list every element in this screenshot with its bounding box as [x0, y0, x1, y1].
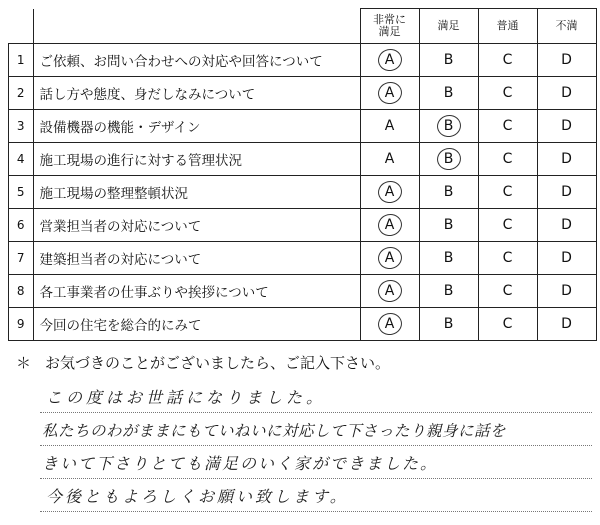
rating-option-c[interactable] — [478, 308, 537, 341]
comment-lines — [40, 380, 592, 512]
question-text: 話し方や態度、身だしなみについて — [33, 77, 360, 110]
question-text: 施工現場の進行に対する管理状況 — [33, 143, 360, 176]
rating-option-a[interactable] — [360, 209, 419, 242]
rating-letter: D — [561, 184, 572, 200]
header-normal: 普通 — [478, 9, 537, 44]
rating-letter: A — [384, 85, 395, 101]
rating-letter: C — [502, 85, 513, 101]
row-number: 5 — [9, 176, 34, 209]
rating-letter: C — [502, 283, 513, 299]
rating-option-a[interactable] — [360, 143, 419, 176]
rating-letter: C — [502, 52, 513, 68]
rating-option-c[interactable] — [478, 209, 537, 242]
rating-letter: C — [502, 118, 513, 134]
question-text: ご依頼、お問い合わせへの対応や回答について — [33, 44, 360, 77]
header-very-satisfied — [360, 9, 419, 44]
rating-option-b[interactable] — [419, 275, 478, 308]
table-row — [9, 308, 597, 341]
rating-letter: B — [443, 85, 454, 101]
table-row — [9, 110, 597, 143]
rating-option-c[interactable] — [478, 176, 537, 209]
rating-letter: A — [384, 151, 395, 167]
header-blank-no — [9, 9, 34, 44]
rating-option-a[interactable] — [360, 176, 419, 209]
question-text: 各工事業者の仕事ぶりや挨拶について — [33, 275, 360, 308]
rating-letter: A — [384, 217, 395, 233]
rating-option-b[interactable] — [419, 77, 478, 110]
question-text: 今回の住宅を総合的にみて — [33, 308, 360, 341]
row-number: 9 — [9, 308, 34, 341]
rating-letter: A — [384, 316, 395, 332]
header-blank-question — [33, 9, 360, 44]
rating-option-d[interactable] — [537, 176, 596, 209]
handwritten-line-4: 今後ともよろしくお願い致します。 — [46, 487, 349, 506]
comment-marker: ＊ — [16, 354, 32, 372]
rating-letter: C — [502, 217, 513, 233]
table-row — [9, 242, 597, 275]
header-very-satisfied-line2: 満足 — [378, 25, 401, 38]
table-row — [9, 143, 597, 176]
handwritten-line-1: この度はお世話になりました。 — [46, 388, 327, 407]
handwritten-line-3: きいて下さりとても満足のいく家ができました。 — [42, 454, 439, 473]
rating-option-d[interactable] — [537, 143, 596, 176]
rating-letter: C — [502, 250, 513, 266]
question-text: 施工現場の整理整頓状況 — [33, 176, 360, 209]
rating-option-c[interactable] — [478, 275, 537, 308]
comment-line — [40, 380, 592, 413]
rating-option-c[interactable] — [478, 143, 537, 176]
rating-letter: D — [561, 52, 572, 68]
rating-letter: A — [384, 184, 395, 200]
rating-letter: B — [443, 250, 454, 266]
question-text: 営業担当者の対応について — [33, 209, 360, 242]
comment-line — [40, 446, 592, 479]
rating-option-b[interactable] — [419, 209, 478, 242]
row-number: 7 — [9, 242, 34, 275]
row-number: 1 — [9, 44, 34, 77]
comment-prompt — [16, 352, 390, 373]
rating-letter: D — [561, 217, 572, 233]
rating-option-d[interactable] — [537, 209, 596, 242]
rating-option-b[interactable] — [419, 143, 478, 176]
rating-letter: A — [384, 250, 395, 266]
rating-option-b[interactable] — [419, 308, 478, 341]
table-row — [9, 275, 597, 308]
handwritten-line-2: 私たちのわがままにもていねいに対応して下さったり親身に話を — [42, 422, 507, 440]
rating-option-c[interactable] — [478, 44, 537, 77]
question-text: 設備機器の機能・デザイン — [33, 110, 360, 143]
table-row — [9, 176, 597, 209]
table-row — [9, 77, 597, 110]
rating-option-c[interactable] — [478, 242, 537, 275]
row-number: 4 — [9, 143, 34, 176]
rating-letter: A — [384, 52, 395, 68]
rating-option-b[interactable] — [419, 176, 478, 209]
comment-line — [40, 413, 592, 446]
rating-option-d[interactable] — [537, 110, 596, 143]
rating-letter: D — [561, 151, 572, 167]
comment-prompt-text: お気づきのことがございましたら、ご記入下さい。 — [45, 354, 391, 372]
rating-option-d[interactable] — [537, 77, 596, 110]
rating-letter: A — [384, 118, 395, 134]
header-very-satisfied-line1: 非常に — [373, 13, 406, 26]
rating-letter: C — [502, 316, 513, 332]
rating-letter: B — [443, 52, 454, 68]
rating-option-c[interactable] — [478, 77, 537, 110]
rating-letter: C — [502, 151, 513, 167]
rating-option-a[interactable] — [360, 77, 419, 110]
header-satisfied: 満足 — [419, 9, 478, 44]
comment-line — [40, 479, 592, 512]
survey-rows — [9, 44, 597, 341]
rating-letter: B — [443, 118, 454, 134]
rating-option-d[interactable] — [537, 308, 596, 341]
rating-letter: B — [443, 217, 454, 233]
table-row — [9, 209, 597, 242]
rating-letter: D — [561, 85, 572, 101]
rating-option-d[interactable] — [537, 275, 596, 308]
row-number: 8 — [9, 275, 34, 308]
rating-option-c[interactable] — [478, 110, 537, 143]
rating-letter: D — [561, 118, 572, 134]
rating-option-a[interactable] — [360, 110, 419, 143]
rating-letter: A — [384, 283, 395, 299]
satisfaction-table — [8, 8, 597, 341]
question-text: 建築担当者の対応について — [33, 242, 360, 275]
rating-option-b[interactable] — [419, 242, 478, 275]
rating-option-a[interactable] — [360, 308, 419, 341]
rating-option-b[interactable] — [419, 110, 478, 143]
rating-letter: D — [561, 250, 572, 266]
rating-option-b[interactable] — [419, 44, 478, 77]
rating-option-a[interactable] — [360, 242, 419, 275]
rating-option-d[interactable] — [537, 242, 596, 275]
rating-letter: B — [443, 316, 454, 332]
row-number: 6 — [9, 209, 34, 242]
rating-letter: B — [443, 151, 454, 167]
table-header-row — [9, 9, 597, 44]
rating-letter: D — [561, 283, 572, 299]
header-dissatisfied: 不満 — [537, 9, 596, 44]
rating-option-d[interactable] — [537, 44, 596, 77]
rating-letter: B — [443, 283, 454, 299]
row-number: 2 — [9, 77, 34, 110]
rating-letter: D — [561, 316, 572, 332]
rating-letter: B — [443, 184, 454, 200]
table-row — [9, 44, 597, 77]
row-number: 3 — [9, 110, 34, 143]
rating-letter: C — [502, 184, 513, 200]
rating-option-a[interactable] — [360, 275, 419, 308]
rating-option-a[interactable] — [360, 44, 419, 77]
